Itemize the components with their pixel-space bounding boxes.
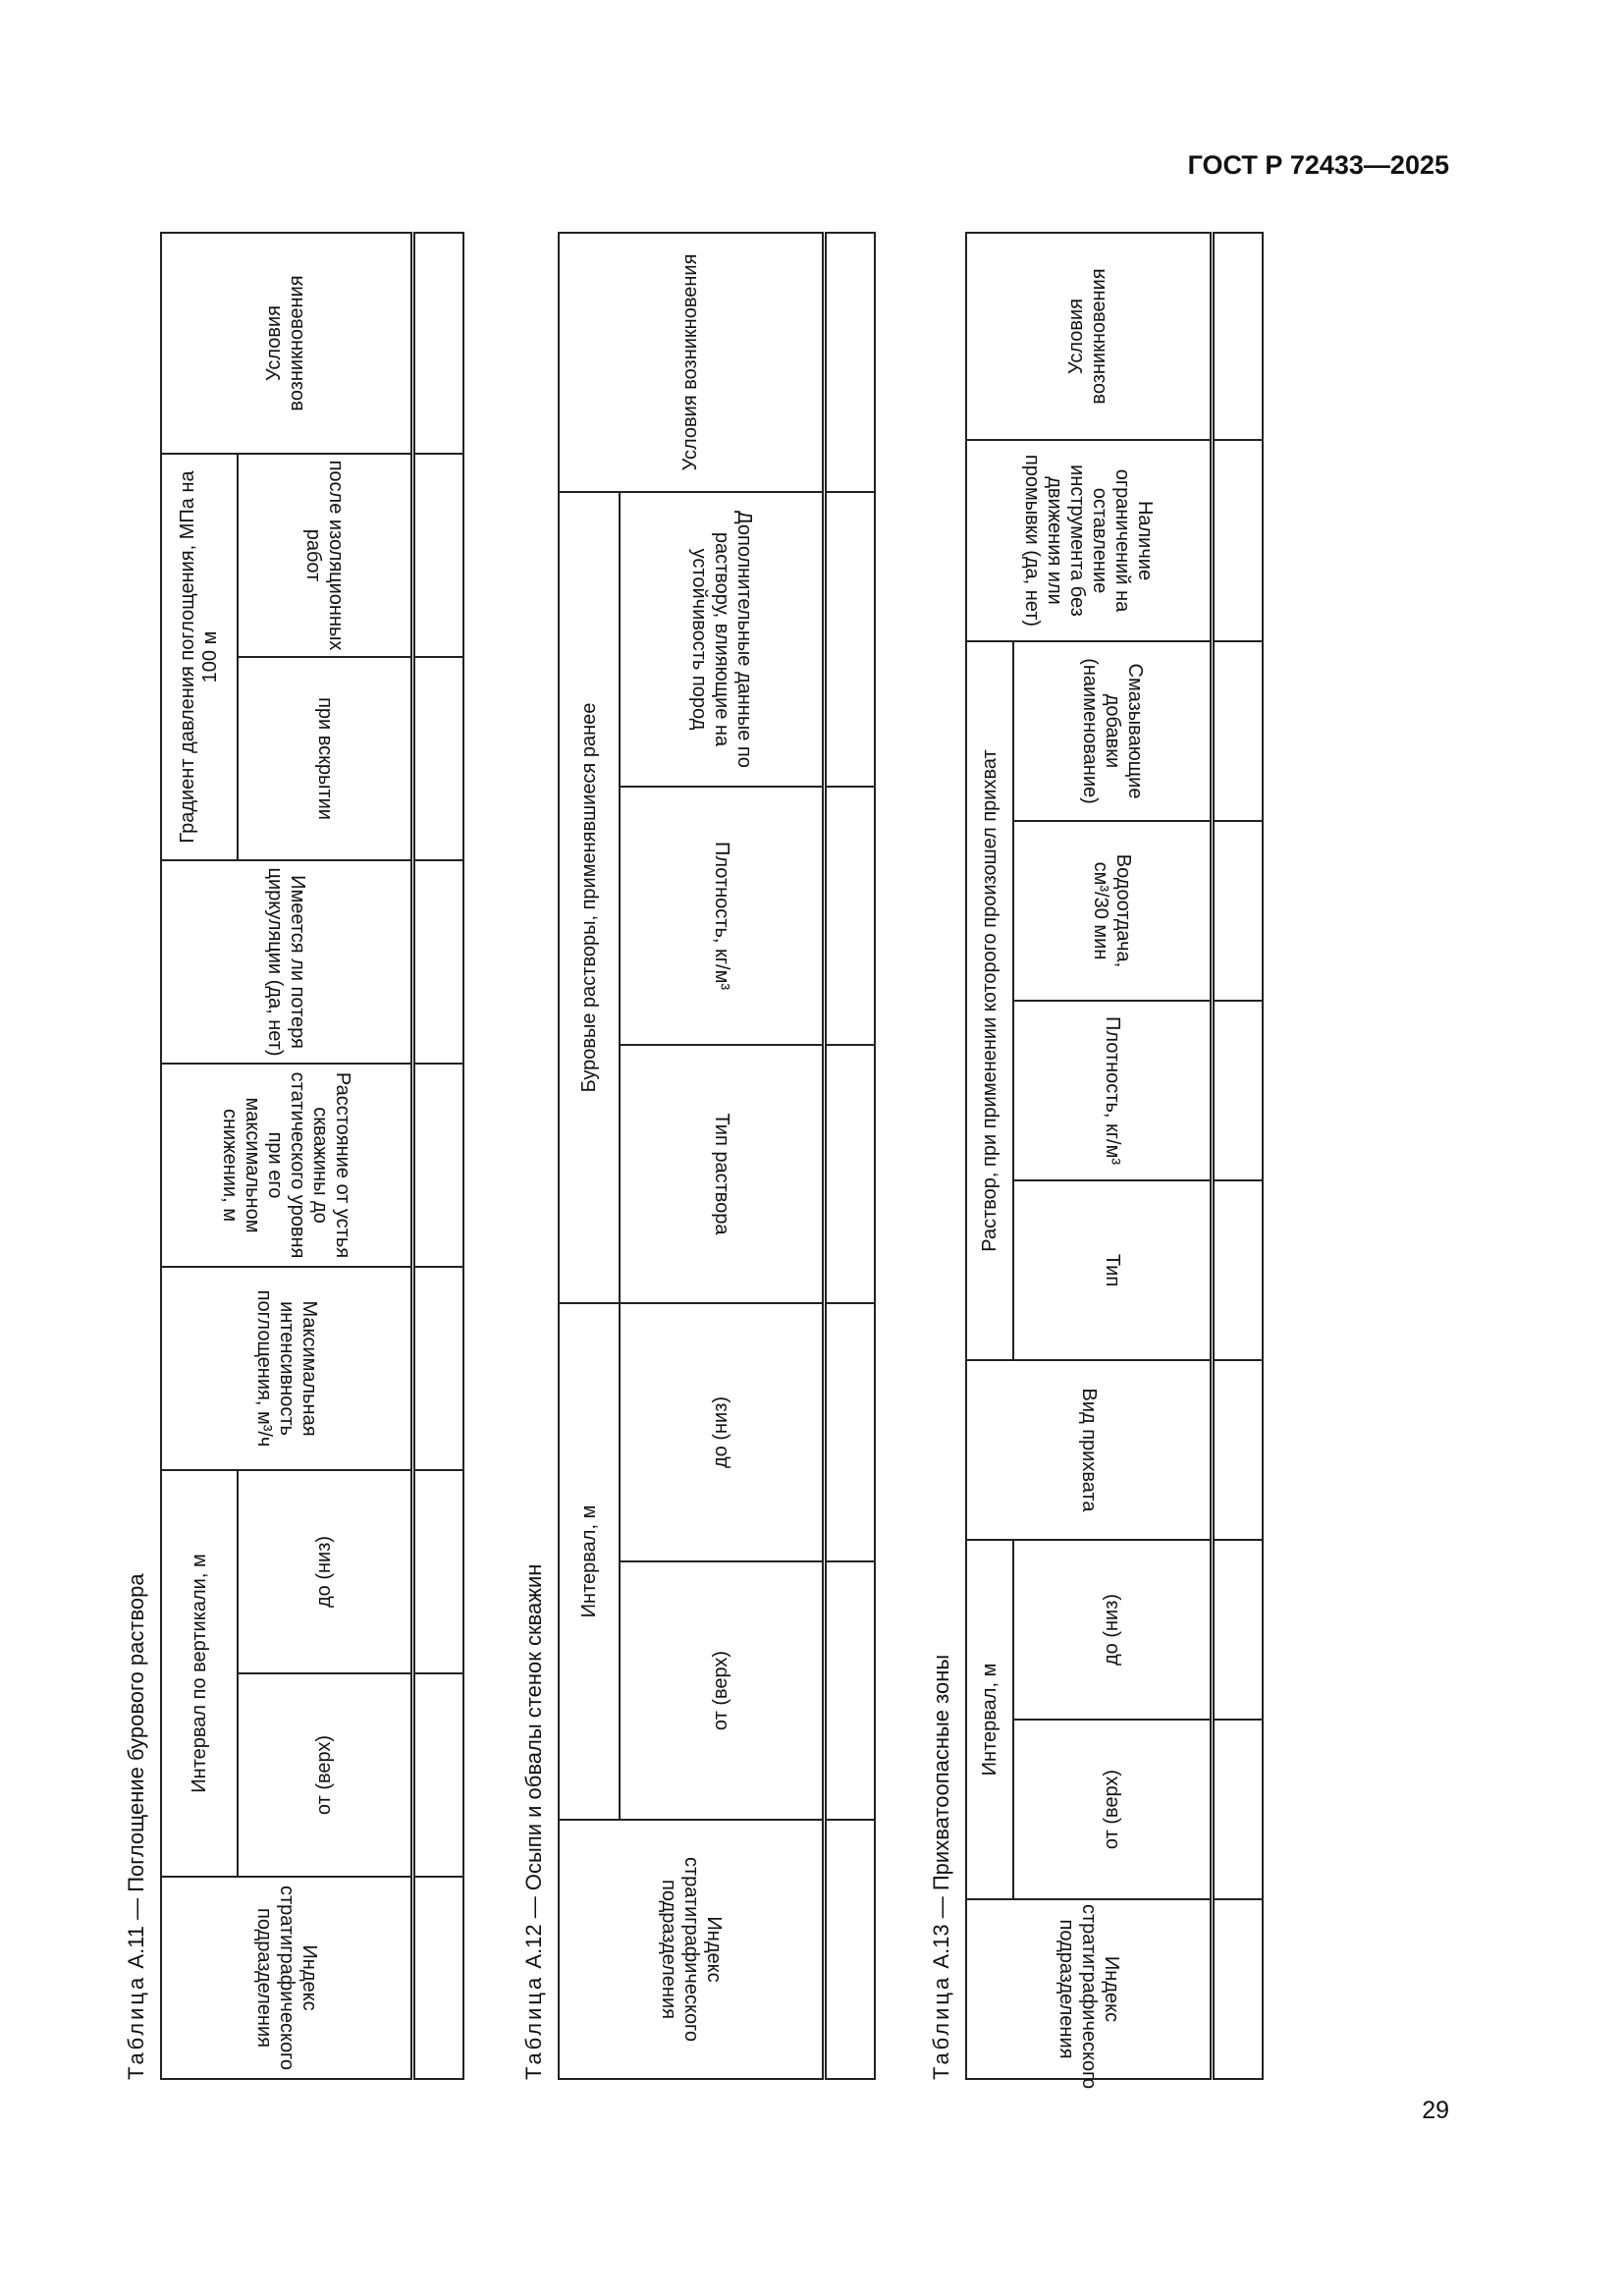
table-row (1212, 233, 1263, 2079)
table-row (824, 233, 875, 2079)
table-a12-caption (511, 232, 558, 2080)
table-a11-block (113, 232, 464, 2080)
col-to-header: до (низ) (620, 1303, 824, 1561)
col-gradient-header: Градиент давления поглощения, МПа на 100 м (161, 454, 238, 860)
col-type-header: Тип (1013, 1180, 1212, 1360)
table-cell (412, 233, 463, 454)
table-cell (824, 1561, 875, 1820)
page-number: 29 (1422, 2097, 1449, 2124)
col-after-isolation-header: после изоляционных работ (238, 454, 412, 657)
table-cell (1212, 233, 1263, 440)
table-cell (1212, 1001, 1263, 1180)
col-fluid-header: Раствор, при применении которого произошел прихват (966, 641, 1013, 1360)
col-additional-header: Дополнительные данные по раствору, влияющие на устойчивость пород (620, 492, 824, 787)
table-a12-title: А.12 — Осыпи и обвалы стенок скважин (521, 1563, 546, 1969)
table-cell (412, 1673, 463, 1877)
col-index-header: Индекс стратиграфического подразделения (966, 1899, 1212, 2079)
col-interval-header: Интервал по вертикали, м (161, 1470, 238, 1877)
table-a11 (160, 232, 464, 2080)
table-cell (824, 1045, 875, 1303)
col-stick-type-header: Вид прихвата (966, 1360, 1212, 1540)
table-a11-label: Таблица (124, 1974, 148, 2080)
table-cell (1212, 641, 1263, 821)
col-circulation-loss-header: Имеется ли потеря циркуляции (да, нет) (161, 860, 412, 1064)
col-interval-header: Интервал, м (559, 1303, 620, 1820)
table-a13-block (918, 232, 1264, 2090)
table-cell (412, 1470, 463, 1673)
table-cell (1212, 1180, 1263, 1360)
table-cell (412, 1064, 463, 1267)
table-cell (412, 1877, 463, 2079)
table-a12 (558, 232, 876, 2080)
table-a12-label: Таблица (521, 1974, 546, 2080)
table-cell (824, 1303, 875, 1561)
col-lubricants-header: Смазывающие добавки (наименование) (1013, 641, 1212, 821)
table-a11-caption (113, 232, 160, 2080)
col-index-header: Индекс стратиграфического подразделения (161, 1877, 412, 2079)
col-at-opening-header: при вскрытии (238, 657, 412, 860)
col-interval-header: Интервал, м (966, 1540, 1013, 1899)
table-cell (824, 787, 875, 1045)
table-a13 (965, 232, 1264, 2090)
col-index-header: Индекс стратиграфического подразделения (559, 1820, 824, 2079)
col-from-header: от (верх) (620, 1561, 824, 1820)
col-conditions-header: Условия возникновения (161, 233, 412, 454)
table-cell (1212, 821, 1263, 1001)
table-a12-block (511, 232, 876, 2080)
col-max-intensity-header: Максимальная интенсивность поглощения, м³/ч (161, 1267, 412, 1470)
table-cell (824, 1820, 875, 2079)
table-a11-title: А.11 — Поглощение бурового раствора (124, 1573, 148, 1969)
table-cell (412, 1267, 463, 1470)
col-conditions-header: Условия возникновения (966, 233, 1212, 440)
table-a13-label: Таблица (929, 1974, 953, 2080)
col-from-header: от (верх) (238, 1673, 412, 1877)
table-cell (1212, 440, 1263, 641)
col-restrictions-header: Наличие ограничений на оставление инструмента без движения или промывки (да, нет) (966, 440, 1212, 641)
table-cell (1212, 1360, 1263, 1540)
col-density-header: Плотность, кг/м³ (1013, 1001, 1212, 1180)
table-cell (824, 492, 875, 787)
table-cell (412, 657, 463, 860)
table-cell (1212, 1899, 1263, 2079)
col-density-header: Плотность, кг/м³ (620, 787, 824, 1045)
document-header: ГОСТ Р 72433—2025 (1187, 150, 1449, 180)
col-to-header: до (низ) (238, 1470, 412, 1673)
table-cell (1212, 1540, 1263, 1720)
col-to-header: до (низ) (1013, 1540, 1212, 1720)
col-water-loss-header: Водоотдача, см³/30 мин (1013, 821, 1212, 1001)
col-type-header: Тип раствора (620, 1045, 824, 1303)
table-row (412, 233, 463, 2079)
table-a13-title: А.13 — Прихватоопасные зоны (929, 1654, 953, 1969)
col-distance-header: Расстояние от устья скважины до статического уровня при его максимальном снижении, м (161, 1064, 412, 1267)
col-conditions-header: Условия возникновения (559, 233, 824, 492)
col-from-header: от (верх) (1013, 1720, 1212, 1899)
col-fluids-header: Буровые растворы, применявшиеся ранее (559, 492, 620, 1303)
table-cell (1212, 1720, 1263, 1899)
table-a13-caption (918, 232, 965, 2080)
table-cell (412, 454, 463, 657)
table-cell (824, 233, 875, 492)
table-cell (412, 860, 463, 1064)
